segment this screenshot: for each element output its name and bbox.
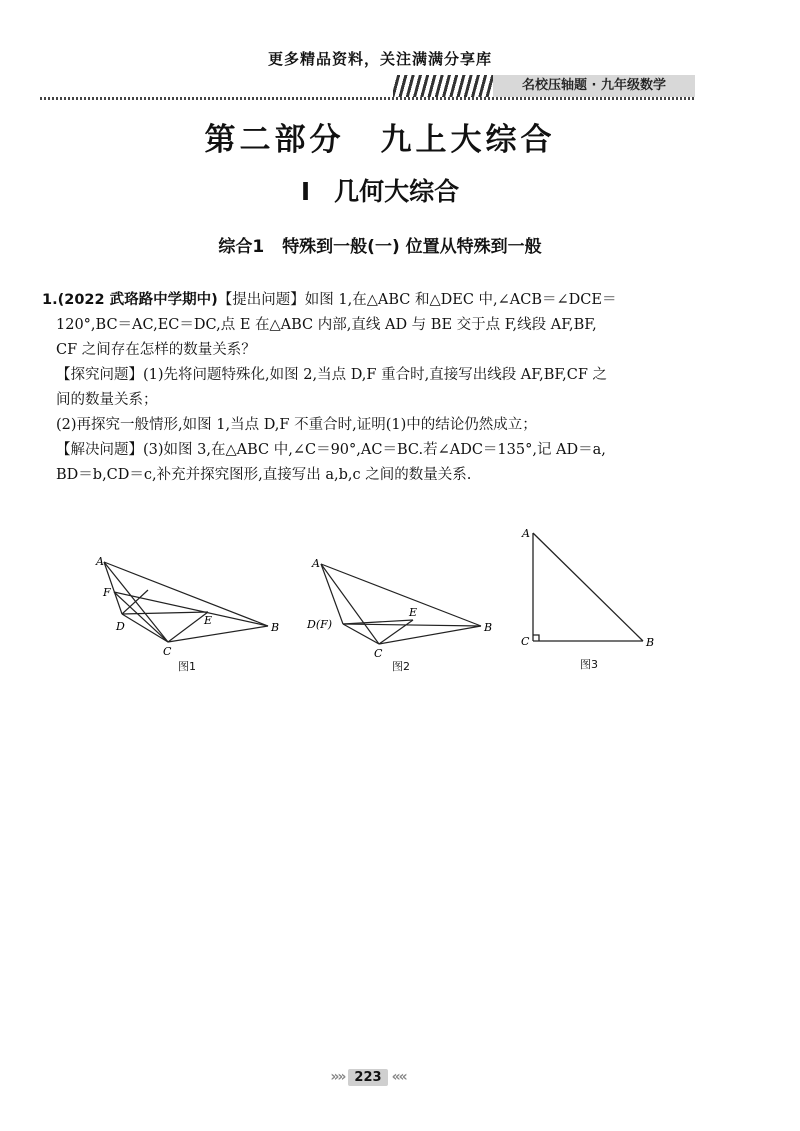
fig2-label-c: C: [374, 647, 383, 660]
figure-3-caption: 图3: [580, 658, 598, 671]
figure-1-diagram: [90, 550, 290, 660]
problem-text: 【提出问题】如图 1,在△ABC 和△DEC 中,∠ACB＝∠DCE＝: [217, 292, 617, 308]
part-label: 第二部分: [204, 122, 345, 158]
figure-3-diagram: [515, 525, 665, 655]
figure-2-caption: 图2: [392, 660, 410, 673]
problem-1: [42, 288, 702, 488]
figure-1-caption: 图1: [178, 660, 196, 673]
section-title: [0, 172, 760, 208]
problem-number: 1.: [42, 292, 58, 308]
problem-line: (2)再探究一般情形,如图 1,当点 D,F 不重合时,证明(1)中的结论仍然成立；: [56, 417, 537, 433]
fig3-label-b: B: [646, 636, 655, 649]
watermark-text: 更多精品资料，关注满满分享库: [267, 50, 492, 68]
footer-right-arrows: ««: [391, 1069, 406, 1085]
fig3-label-a: A: [522, 527, 530, 540]
problem-line: 120°,BC＝AC,EC＝DC,点 E 在△ABC 内部,直线 AD 与 BE 交于点 F,线段 AF,BF,: [56, 317, 597, 333]
header-stripes: [393, 75, 493, 97]
figure-1: [90, 550, 290, 660]
fig2-label-a: A: [312, 557, 320, 570]
fig1-label-e: E: [204, 614, 213, 627]
footer-left-arrows: »»: [330, 1069, 345, 1085]
fig2-label-df: D(F): [307, 618, 333, 631]
topic-title: [0, 232, 760, 257]
topic-name: 特殊到一般(一) 位置从特殊到一般: [282, 237, 542, 257]
problem-line: 间的数量关系；: [56, 392, 158, 408]
section-name: 几何大综合: [334, 177, 460, 206]
fig3-label-c: C: [521, 635, 530, 648]
figure-3: [515, 525, 665, 655]
problem-line: 【解决问题】(3)如图 3,在△ABC 中,∠C＝90°,AC＝BC.若∠ADC＝135°,记 AD＝a,: [56, 442, 606, 458]
figure-2: [305, 552, 505, 662]
fig1-label-f: F: [103, 586, 111, 599]
problem-source: (2022 武珞路中学期中): [57, 292, 218, 308]
problem-line: BD＝b,CD＝c,补充并探究图形,直接写出 a,b,c 之间的数量关系.: [56, 467, 472, 483]
header-rule: [40, 97, 695, 100]
fig1-label-c: C: [163, 645, 172, 658]
fig1-label-b: B: [271, 621, 280, 634]
topic-label: 综合1: [218, 237, 265, 257]
problem-line: CF 之间存在怎样的数量关系？: [56, 342, 256, 358]
fig1-label-d: D: [116, 620, 125, 633]
fig2-label-b: B: [484, 621, 493, 634]
part-title: [0, 114, 760, 159]
problem-line: 【探究问题】(1)先将问题特殊化,如图 2,当点 D,F 重合时,直接写出线段 AF,BF,CF 之: [56, 367, 608, 383]
problem-line: [42, 288, 702, 313]
fig1-label-a: A: [96, 555, 104, 568]
page-number: 223: [348, 1069, 387, 1086]
figure-2-diagram: [305, 552, 505, 662]
section-numeral: Ⅰ: [300, 177, 311, 206]
page-footer: [318, 1067, 418, 1087]
fig2-label-e: E: [409, 606, 418, 619]
header-series-tag: 名校压轴题 · 九年级数学: [493, 75, 695, 97]
part-name: 九上大综合: [380, 122, 556, 158]
